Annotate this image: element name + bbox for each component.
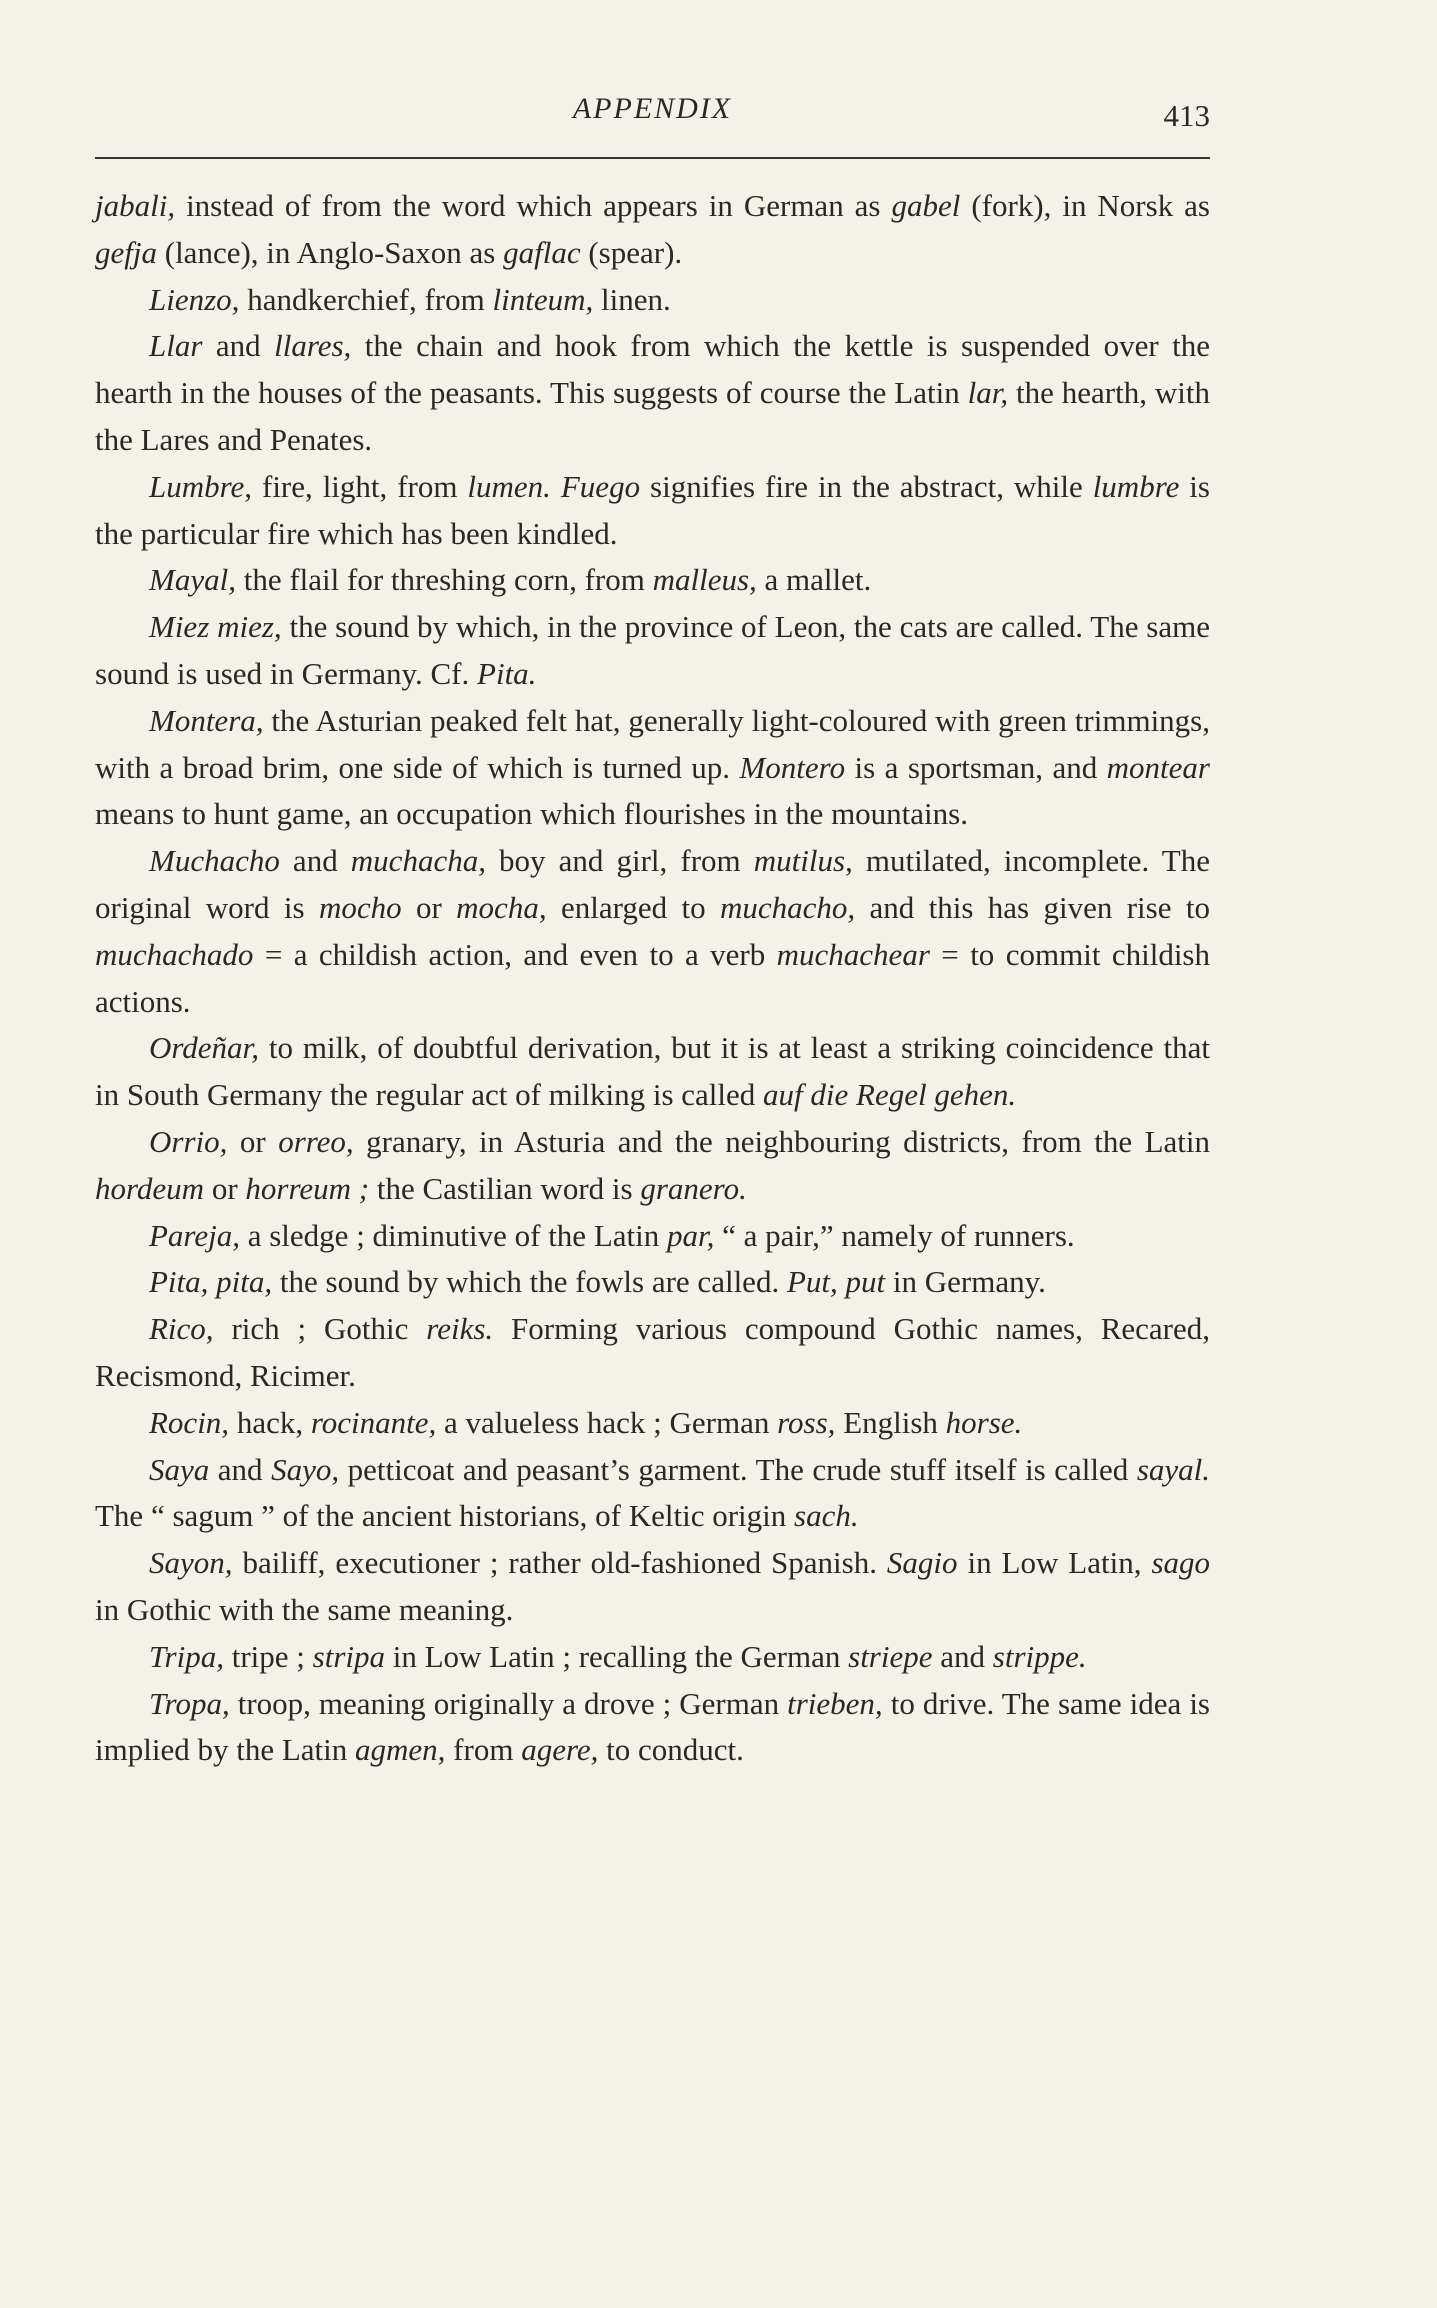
entry-text: or (401, 889, 457, 925)
glossary-body (95, 183, 1210, 1774)
glossary-entry (95, 1634, 1210, 1681)
glossary-entry (95, 1306, 1210, 1400)
entry-text: (lance), in Anglo-Saxon as (157, 234, 504, 270)
entry-text: in Low Latin ; recalling the German (385, 1638, 849, 1674)
italic-term: Sayon, (149, 1545, 233, 1581)
entry-text: linen. (593, 281, 671, 317)
glossary-entry (95, 1119, 1210, 1213)
glossary-entry (95, 323, 1210, 463)
entry-text: means to hunt game, an occupation which flourishes in the mountains. (95, 796, 968, 832)
glossary-entry (95, 698, 1210, 838)
entry-text: the Asturian peaked felt hat, generally light-coloured with green trimmings, with a broad brim, one side of which is turned up. (95, 702, 1210, 785)
entry-text: the hearth, with the Lares and Penates. (95, 375, 1210, 457)
entry-text: (spear). (580, 234, 683, 270)
glossary-entry (95, 1213, 1210, 1260)
italic-term: mocho (318, 889, 402, 925)
glossary-entry (95, 1259, 1210, 1306)
entry-text: a sledge ; diminutive of the Latin (239, 1217, 667, 1253)
italic-term: par, (667, 1217, 715, 1253)
italic-term: Tripa, (149, 1638, 224, 1674)
italic-term: lar, (967, 375, 1009, 411)
entry-text: signifies fire in the abstract, while (640, 468, 1093, 504)
italic-term: jabali, (95, 188, 176, 223)
italic-term: Miez miez, (149, 609, 282, 645)
italic-term: ross, (777, 1404, 836, 1440)
italic-term: muchacho, (719, 889, 856, 925)
page-number: 413 (1163, 98, 1210, 133)
entry-text: from (445, 1732, 522, 1768)
italic-term: Muchacho (149, 843, 280, 879)
italic-term: Saya (149, 1451, 210, 1487)
italic-term: lumen. (467, 468, 551, 504)
italic-term: Ordeñar, (149, 1030, 259, 1066)
entry-text: Forming various compound Gothic names, Recared, Recismond, Ricimer. (95, 1311, 1210, 1393)
entry-text: granary, in Asturia and the neighbouring districts, from the Latin (353, 1123, 1210, 1159)
italic-term: horreum ; (245, 1170, 370, 1206)
italic-term: auf die Regel gehen. (763, 1077, 1017, 1113)
entry-text: English (835, 1404, 946, 1440)
italic-term: lumbre (1092, 468, 1180, 504)
entry-text: is the particular fire which has been kindled. (95, 468, 1210, 551)
italic-term: Montero (739, 749, 846, 785)
italic-term: Pita. (477, 655, 537, 691)
entry-text: or (204, 1170, 246, 1206)
glossary-entry (95, 1540, 1210, 1634)
entry-text: troop, meaning originally a drove ; German (229, 1685, 788, 1721)
entry-text: or (227, 1123, 279, 1159)
entry-text: in Gothic with the same meaning. (95, 1591, 514, 1627)
italic-term: gefja (95, 234, 157, 270)
entry-text: bailiff, executioner ; rather old-fashioned Spanish. (232, 1545, 887, 1581)
italic-term: montear (1106, 749, 1210, 785)
italic-term: llares, (274, 328, 352, 364)
italic-term: Orrio, (149, 1123, 228, 1159)
entry-text: the Castilian word is (369, 1170, 641, 1206)
italic-term: mocha, (456, 889, 547, 925)
entry-text: The “ sagum ” of the ancient historians, of Keltic origin (95, 1498, 795, 1534)
italic-term: stripa (312, 1638, 385, 1674)
italic-term: muchacha, (350, 843, 486, 879)
header-rule (95, 157, 1210, 159)
entry-text: and (209, 1451, 272, 1487)
entry-text: in Germany. (885, 1264, 1046, 1300)
entry-text: fire, light, from (252, 468, 468, 504)
italic-term: Pareja, (149, 1217, 240, 1253)
entry-text: the chain and hook from which the kettle is suspended over the hearth in the houses of the peasants. This suggests of course the Latin (95, 328, 1210, 411)
italic-term: rocinante, (310, 1404, 437, 1440)
glossary-entry (95, 1681, 1210, 1775)
entry-text: (fork), in Norsk as (960, 188, 1210, 223)
italic-term: gaflac (503, 234, 581, 270)
entry-text: handkerchief, from (239, 281, 493, 317)
italic-term: muchachear (776, 936, 930, 972)
italic-term: trieben, (787, 1685, 883, 1721)
entry-text: to milk, of doubtful derivation, but it is at least a striking coincidence that in South Germany the regular act of milking is called (95, 1030, 1210, 1113)
entry-text: and (202, 328, 275, 364)
entry-text: enlarged to (546, 889, 720, 925)
entry-text: rich ; Gothic (213, 1311, 427, 1347)
italic-term: linteum, (492, 281, 594, 317)
italic-term: gabel (891, 188, 961, 223)
italic-term: Rocin, (149, 1404, 230, 1440)
italic-term: mutilus, (753, 843, 853, 879)
entry-text: in Low Latin, (957, 1545, 1152, 1581)
entry-text: the sound by which the fowls are called. (272, 1264, 787, 1300)
entry-text: hack, (229, 1404, 311, 1440)
italic-term: malleus, (652, 562, 757, 598)
entry-text: “ a pair,” namely of runners. (714, 1217, 1075, 1253)
entry-text: the sound by which, in the province of Leon, the cats are called. The same sound is used in Germany. Cf. (95, 609, 1210, 691)
glossary-entry (95, 183, 1210, 277)
glossary-entry (95, 1025, 1210, 1119)
entry-text: petticoat and peasant’s garment. The crude stuff itself is called (339, 1451, 1137, 1487)
glossary-entry (95, 1400, 1210, 1447)
entry-text: the flail for threshing corn, from (235, 562, 653, 598)
italic-term: sayal. (1136, 1451, 1210, 1487)
glossary-entry (95, 277, 1210, 324)
italic-term: Montera, (149, 702, 264, 738)
italic-term: Mayal, (149, 562, 236, 598)
italic-term: Sayo, (271, 1451, 340, 1487)
italic-term: striepe (848, 1638, 933, 1674)
italic-term: Pita, pita, (149, 1264, 273, 1300)
italic-term: Rico, (149, 1311, 214, 1347)
italic-term: Lumbre, (149, 468, 253, 504)
italic-term: sago (1151, 1545, 1211, 1581)
entry-text: instead of from the word which appears in German as (175, 188, 892, 223)
glossary-entry (95, 557, 1210, 604)
italic-term: reiks. (426, 1311, 494, 1347)
italic-term: Put, put (786, 1264, 886, 1300)
italic-term: Sagio (886, 1545, 958, 1581)
entry-text: boy and girl, from (485, 843, 754, 879)
entry-text: tripe ; (223, 1638, 313, 1674)
glossary-entry (95, 604, 1210, 698)
entry-text: to drive. The same idea is implied by the Latin (95, 1685, 1210, 1768)
italic-term: agere, (521, 1732, 599, 1768)
italic-term: orreo, (278, 1123, 354, 1159)
entry-text: a mallet. (756, 562, 872, 598)
italic-term: agmen, (355, 1732, 446, 1768)
italic-term: Fuego (560, 468, 641, 504)
italic-term: strippe. (992, 1638, 1087, 1674)
italic-term: Lienzo, (149, 281, 240, 317)
entry-text: is a sportsman, and (845, 749, 1107, 785)
italic-term: hordeum (95, 1170, 205, 1206)
entry-text (551, 469, 561, 504)
glossary-entry (95, 464, 1210, 558)
entry-text: and this has given rise to (855, 889, 1210, 925)
entry-text: = to commit childish actions. (95, 936, 1211, 1019)
running-head (95, 92, 1210, 142)
italic-term: Llar (149, 328, 203, 364)
entry-text: to conduct. (598, 1732, 744, 1768)
glossary-entry (95, 1447, 1210, 1541)
italic-term: Tropa, (149, 1685, 230, 1721)
entry-text: = a childish action, and even to a verb (253, 936, 777, 972)
italic-term: granero. (640, 1170, 747, 1206)
italic-term: sach. (794, 1498, 859, 1534)
running-title: APPENDIX (572, 92, 733, 125)
entry-text: mutilated, incomplete. The original word is (95, 843, 1210, 925)
glossary-entry (95, 838, 1210, 1025)
italic-term: muchachado (95, 936, 254, 972)
entry-text: a valueless hack ; German (436, 1404, 778, 1440)
italic-term: horse. (945, 1404, 1023, 1440)
entry-text: and (932, 1638, 993, 1674)
entry-text: and (279, 843, 351, 879)
